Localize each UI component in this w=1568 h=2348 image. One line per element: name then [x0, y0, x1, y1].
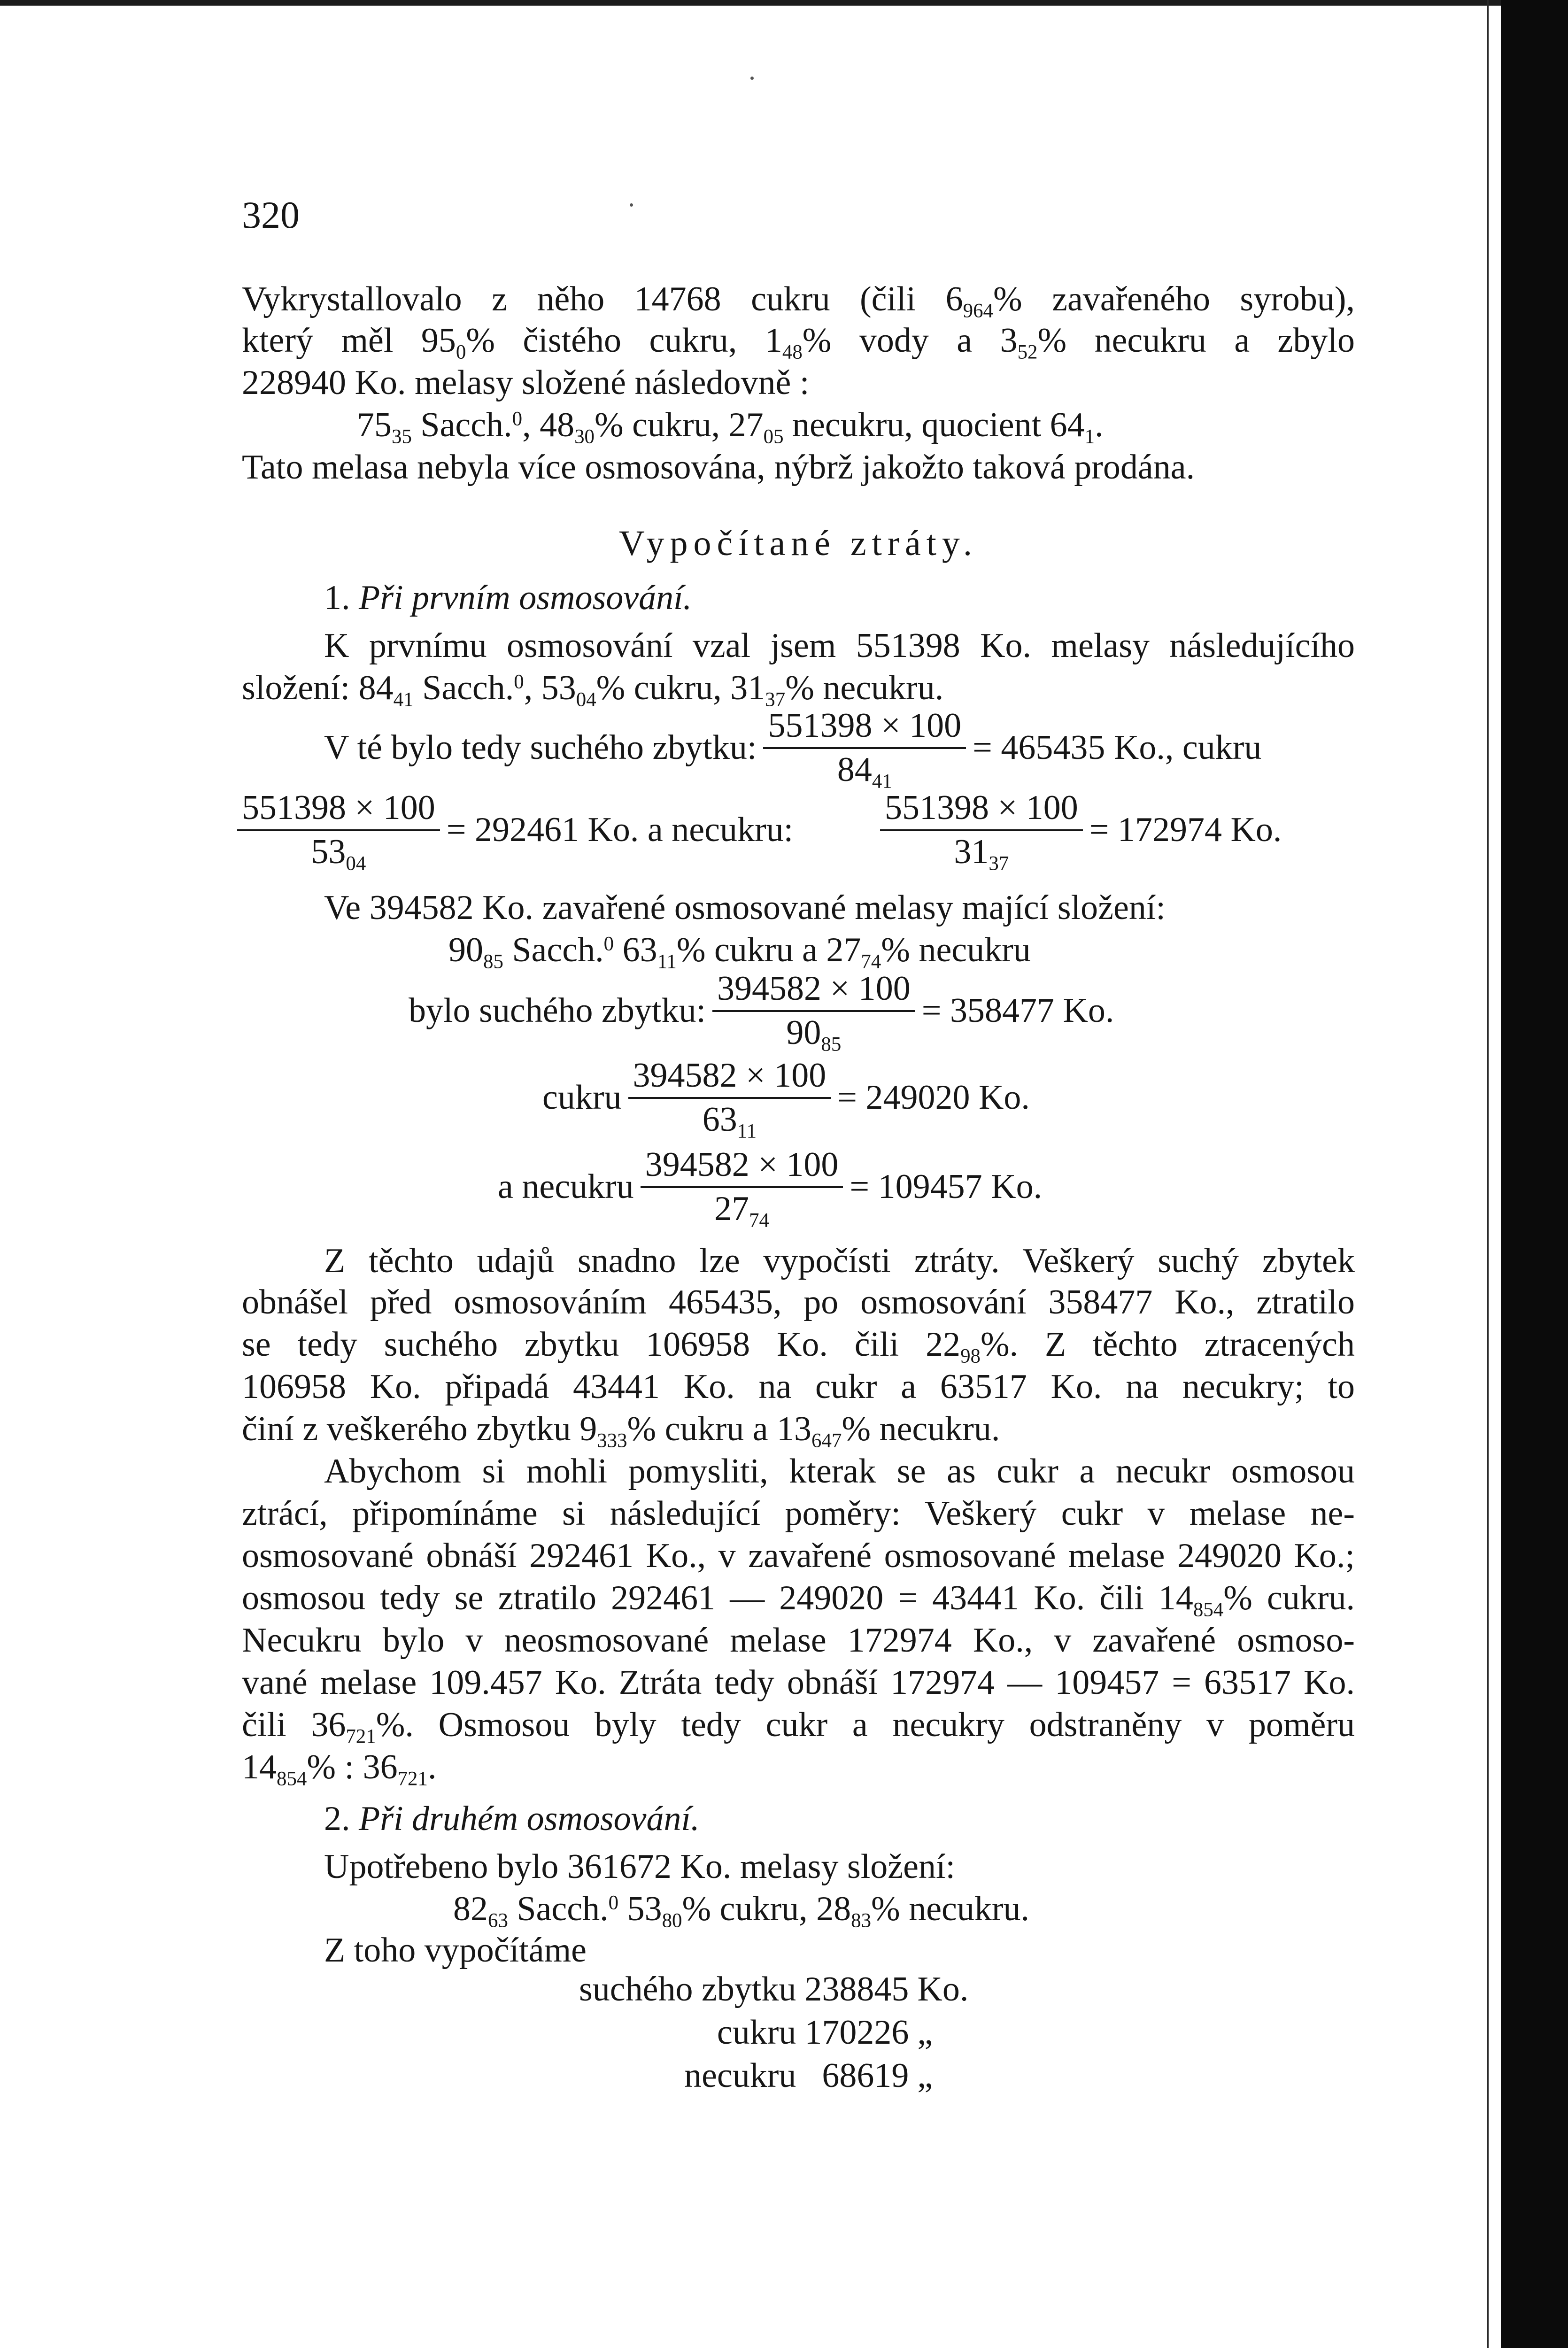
- table-row: [571, 2011, 968, 2054]
- scan-top-edge: [0, 0, 1503, 6]
- equation-5: cukru $\frac{394582 \times 100}{63_{11}}$ = 249020 Ko.: [542, 1056, 1030, 1143]
- p3-line-7: čili $36_{721}\%$. Osmosou byly tedy cukr a necukry odstraněny v poměru: [242, 1706, 1355, 1748]
- s2-line-1: Upotřebeno bylo 361672 Ko. melasy složení:: [324, 1847, 956, 1886]
- s1-line-2: složení: $84_{41}$ Sacch.$^0$, $53_{04}\%$ cukru, $31_{37}\%$ necukru.: [242, 669, 944, 711]
- section-2-title: 2. Při druhém osmosování.: [324, 1800, 700, 1838]
- section-1-title: 1. Při prvním osmosování.: [324, 579, 692, 617]
- row-label: suchého zbytku: [579, 1970, 796, 2008]
- equation-4: bylo suchého zbytku: $\frac{394582 \times 100}{90_{85}}$ = 358477 Ko.: [409, 969, 1114, 1056]
- row-value: 170226: [804, 2013, 909, 2052]
- scan-speck: [630, 203, 633, 207]
- section-heading: Vypočítané ztráty.: [619, 524, 978, 563]
- row-unit: „: [917, 2056, 933, 2095]
- s1-line-1: K prvnímu osmosování vzal jsem 551398 Ko. melasy následujícího: [324, 626, 1355, 665]
- p1-line-5: Tato melasa nebyla více osmosována, nýbrž jakožto taková prodána.: [242, 448, 1195, 487]
- row-value: 68619: [822, 2056, 909, 2095]
- results-table: [571, 1968, 968, 2097]
- p1-line-4: $75_{35}$ Sacch.$^0$, $48_{30}\%$ cukru, $27_{05}$ necukru, quocient $64_1$.: [357, 406, 1104, 448]
- p1-line-2: který měl $95_0\%$ čistého cukru, $1_{48}\%$ vody a $3_{52}\%$ necukru a zbylo: [242, 321, 1355, 363]
- equation-1: V té bylo tedy suchého zbytku: $\frac{551398 \times 100}{84_{41}}$ = 465435 Ko., cukru: [324, 706, 1262, 793]
- row-label: necukru: [684, 2056, 796, 2095]
- row-label: cukru: [717, 2013, 796, 2052]
- p2-line-2: obnášel před osmosováním 465435, po osmosování 358477 Ko., ztratilo: [242, 1283, 1355, 1321]
- scan-fold-line: [1487, 0, 1489, 2348]
- table-row: [571, 1968, 968, 2011]
- page-number: 320: [242, 193, 300, 236]
- p2-line-1: Z těchto udajů snadno lze vypočísti ztráty. Veškerý suchý zbytek: [324, 1242, 1355, 1280]
- row-unit: „: [917, 2013, 933, 2052]
- s1-line-4: $90_{85}$ Sacch.$^0$ $63_{11}\%$ cukru a $27_{74}\%$ necukru: [448, 931, 1031, 973]
- p3-line-3: osmosované obnáší 292461 Ko., v zavařené osmosované melase 249020 Ko.;: [242, 1537, 1355, 1575]
- equation-6: a necukru $\frac{394582 \times 100}{27_{74}}$ = 109457 Ko.: [498, 1145, 1043, 1232]
- row-value: 238845: [804, 1970, 909, 2008]
- p3-line-2: ztrácí, připomínáme si následující poměry: Veškerý cukr v melase ne-: [242, 1494, 1355, 1533]
- p2-line-5: činí z veškerého zbytku $9_{333}\%$ cukru a $13_{647}\%$ necukru.: [242, 1410, 1000, 1452]
- scan-right-edge: [1501, 0, 1568, 2348]
- row-unit: Ko.: [917, 1970, 969, 2008]
- p3-line-4: osmosou tedy se ztratilo 292461 — 249020 = 43441 Ko. čili $14_{854}\%$ cukru.: [242, 1579, 1355, 1621]
- p2-line-3: se tedy suchého zbytku 106958 Ko. čili $22_{98}\%$. Z těchto ztracených: [242, 1325, 1355, 1367]
- equation-3: $\frac{551398 \times 100}{31_{37}}$ = 172974 Ko.: [873, 789, 1282, 871]
- s2-line-3: Z toho vypočítáme: [324, 1931, 587, 1970]
- p1-line-3: 228940 Ko. melasy složené následovně :: [242, 363, 810, 402]
- table-row: [571, 2054, 968, 2097]
- p3-line-6: vané melase 109.457 Ko. Ztráta tedy obnáší 172974 — 109457 = 63517 Ko.: [242, 1663, 1355, 1702]
- s1-line-3: Ve 394582 Ko. zavařené osmosované melasy mající složení:: [324, 888, 1166, 927]
- p3-line-1: Abychom si mohli pomysliti, kterak se as cukr a necukr osmosou: [324, 1452, 1355, 1491]
- s2-line-2: $82_{63}$ Sacch.$^0$ $53_{80}\%$ cukru, $28_{83}\%$ necukru.: [453, 1890, 1030, 1932]
- equation-2: $\frac{551398 \times 100}{53_{04}}$ = 292461 Ko. a necukru:: [237, 789, 793, 871]
- p2-line-4: 106958 Ko. připadá 43441 Ko. na cukr a 63517 Ko. na necukry; to: [242, 1367, 1355, 1406]
- scan-speck: [750, 77, 754, 80]
- p3-line-5: Necukru bylo v neosmosované melase 172974 Ko., v zavařené osmoso-: [242, 1621, 1355, 1660]
- p3-line-8: $14_{854}\%$ : $36_{721}$.: [242, 1748, 437, 1790]
- p1-line-1: Vykrystallovalo z něho 14768 cukru (čili $6_{964}\%$ zavařeného syrobu),: [242, 280, 1355, 322]
